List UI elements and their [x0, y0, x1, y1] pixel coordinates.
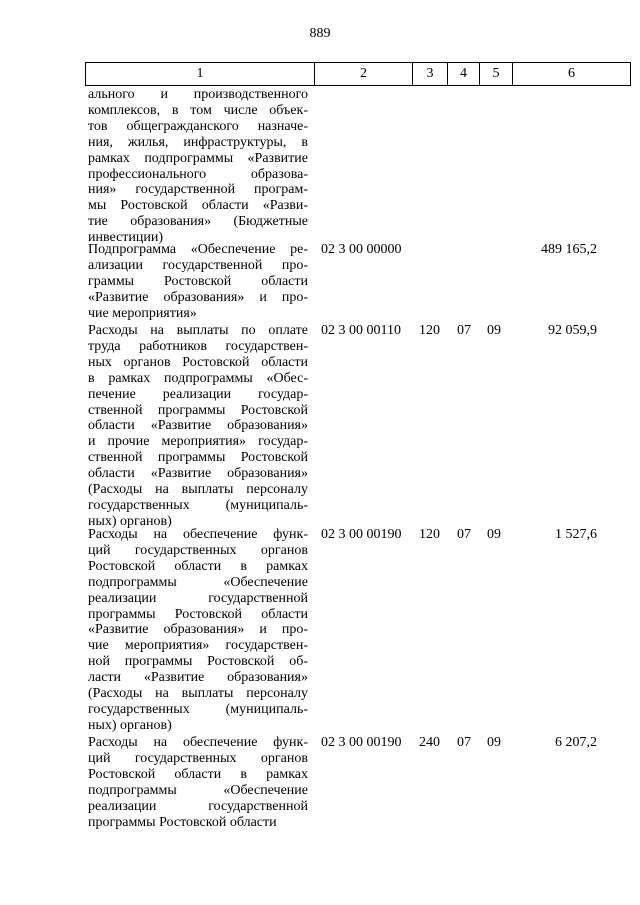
table-header [85, 62, 631, 86]
row-description [88, 527, 308, 734]
row-description [88, 242, 308, 322]
description-line: Расходы на обеспечение функ- [88, 527, 308, 542]
description-line: Ростовской области в рамках [88, 558, 308, 574]
row-description [88, 87, 308, 246]
column-header-5: 5 [480, 63, 513, 86]
description-line: подпрограммы «Обеспечение [88, 782, 308, 798]
description-line: профессионального образова- [88, 166, 308, 182]
description-line: области «Развитие образования» [88, 466, 308, 482]
column-header-1: 1 [86, 63, 315, 86]
row-subsection: 09 [487, 735, 501, 750]
description-line: комплексов, в том числе объек- [88, 102, 308, 118]
row-subsection: 09 [487, 527, 501, 542]
description-line: ственной программы Ростовской [88, 402, 308, 418]
description-line: рамках подпрограммы «Развитие [88, 150, 308, 166]
description-line: реализации государственной [88, 798, 308, 814]
row-expense-type: 120 [419, 323, 440, 338]
description-line: области «Развитие образования» [88, 418, 308, 434]
column-header-4: 4 [448, 63, 480, 86]
row-subsection: 09 [487, 323, 501, 338]
description-line: чие мероприятия» государствен- [88, 638, 308, 654]
description-line: ализации государственной про- [88, 257, 308, 273]
row-amount: 1 527,6 [555, 527, 597, 542]
description-line: «Развитие образования» и про- [88, 289, 308, 305]
description-line: и прочие мероприятия» государ- [88, 434, 308, 450]
description-line: тие образования» (Бюджетные [88, 214, 308, 230]
row-amount: 92 059,9 [548, 323, 597, 338]
description-line: ных) органов) [88, 717, 172, 733]
description-line: ального и производственного [88, 87, 308, 102]
row-section: 07 [457, 735, 471, 750]
row-code: 02 3 00 00190 [321, 735, 402, 750]
page-number: 889 [309, 26, 331, 41]
description-line: государственных (муниципаль- [88, 497, 308, 513]
row-amount: 489 165,2 [541, 242, 597, 257]
description-line: «Развитие образования» и про- [88, 622, 308, 638]
description-line: ных) органов) [88, 513, 172, 529]
description-line: (Расходы на выплаты персоналу [88, 482, 308, 498]
description-line: ния» государственной програм- [88, 182, 308, 198]
description-line: инвестиции) [88, 230, 164, 246]
description-line: ласти «Развитие образования» [88, 670, 308, 686]
description-line: ной программы Ростовской об- [88, 654, 308, 670]
description-line: ных органов Ростовской области [88, 354, 308, 370]
description-line: ния, жилья, инфраструктуры, в [88, 134, 308, 150]
description-line: граммы Ростовской области [88, 273, 308, 289]
description-line: труда работников государствен- [88, 338, 308, 354]
column-header-3: 3 [413, 63, 448, 86]
description-line: ственной программы Ростовской [88, 450, 308, 466]
description-line: в рамках подпрограммы «Обес- [88, 370, 308, 386]
row-section: 07 [457, 527, 471, 542]
row-code: 02 3 00 00190 [321, 527, 402, 542]
description-line: Расходы на выплаты по оплате [88, 323, 308, 338]
row-expense-type: 120 [419, 527, 440, 542]
description-line: государственных (муниципаль- [88, 701, 308, 717]
description-line: ций государственных органов [88, 542, 308, 558]
description-line: ций государственных органов [88, 750, 308, 766]
row-description [88, 735, 308, 830]
description-line: программы Ростовской области [88, 814, 277, 830]
row-section: 07 [457, 323, 471, 338]
description-line: реализации государственной [88, 590, 308, 606]
description-line: Расходы на обеспечение функ- [88, 735, 308, 750]
description-line: Подпрограмма «Обеспечение ре- [88, 242, 308, 257]
description-line: подпрограммы «Обеспечение [88, 574, 308, 590]
description-line: программы Ростовской области [88, 606, 308, 622]
column-header-2: 2 [315, 63, 413, 86]
row-expense-type: 240 [419, 735, 440, 750]
description-line: мы Ростовской области «Разви- [88, 198, 308, 214]
description-line: тов общегражданского назначе- [88, 118, 308, 134]
description-line: Ростовской области в рамках [88, 766, 308, 782]
row-amount: 6 207,2 [555, 735, 597, 750]
row-code: 02 3 00 00110 [321, 323, 401, 338]
row-code: 02 3 00 00000 [321, 242, 402, 257]
column-header-6: 6 [513, 63, 631, 86]
description-line: чие мероприятия» [88, 305, 197, 321]
row-description [88, 323, 308, 530]
description-line: (Расходы на выплаты персоналу [88, 686, 308, 702]
description-line: печение реализации государ- [88, 386, 308, 402]
